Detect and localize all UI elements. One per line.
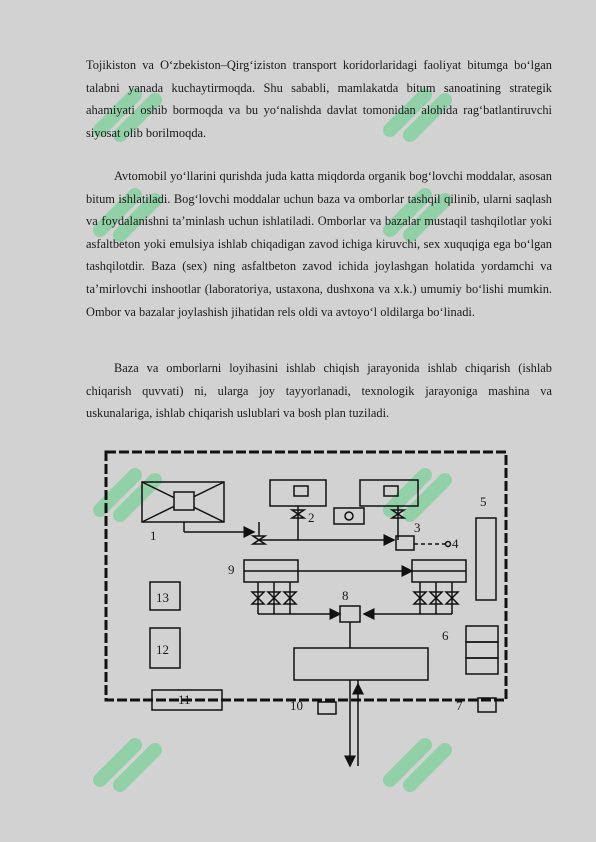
- storage-6a: [466, 626, 498, 642]
- diagram-label: 11: [178, 692, 191, 707]
- diagram-label: 12: [156, 642, 169, 657]
- pump-8: [340, 606, 360, 622]
- diagram-label: 4: [452, 536, 459, 551]
- diagram-label: 1: [150, 528, 157, 543]
- paragraph: Baza va omborlarni loyihasini ishlab chiqish jarayonida ishlab chiqarish (ishlab chiqarish quvvati) ni, ularga joy tayyorlanadi, texnologik jarayoniga mashina va uskunalariga, ishlab chiqarish uslublari va bosh plan tuziladi.: [86, 361, 552, 421]
- storage-2a: [270, 480, 326, 506]
- paragraph: Tojikiston va O‘zbekiston–Qirg‘iziston transport koridorlaridagi faoliyat bitumga bo‘lgan talabni yanada kuchaytirmoqda. Shu sababli, mamlakatda bitum sanoatining strategik ahamiyati oshib bormoqda va bu yo‘nalishda davlat tomonidan alohida rag‘batlantiruvchi siyosat olib borilmoqda.: [86, 58, 552, 140]
- paragraph: Avtomobil yo‘llarini qurishda juda katta miqdorda organik bog‘lovchi moddalar, asosan bitum ishlatiladi. Bog‘lovchi moddalar uchun baza va omborlar tashqil qilinib, ularni saqlash va foydalanishni ta’minlash uchun ishlatiladi. Omborlar va bazalar mustaqil tashqilotlar yoki asfaltbeton yoki emulsiya ishlab chiqadigan zavod ichiga kiruvchi, sex xuquqiga ega bo‘lgan tashqilotdir. Baza (sex) ning asfaltbeton zavod ichida joylashgan holatida yordamchi va ta’mirlovchi inshootlar (laboratoriya, ustaxona, dushxona va x.k.) umumiy bo‘lishi mumkin. Ombor va bazalar joylashish jihatidan rels oldi va avtoyo‘l oldilarga bo‘linadi.: [86, 169, 552, 319]
- storage-5: [476, 518, 496, 600]
- building-10: [318, 702, 336, 714]
- diagram-label: 8: [342, 588, 349, 603]
- central-storage: [294, 648, 428, 680]
- diagram-label: 3: [414, 520, 421, 535]
- diagram-label: 6: [442, 628, 449, 643]
- diagram-label: 2: [308, 510, 315, 525]
- storage-2b: [360, 480, 418, 506]
- diagram-label: 7: [456, 698, 463, 713]
- diagram-label: 5: [480, 494, 487, 509]
- base-layout-diagram: [94, 448, 520, 770]
- diagram-label: 9: [228, 562, 235, 577]
- pump-2: [334, 508, 364, 524]
- diagram-label: 10: [290, 698, 303, 713]
- site-boundary: [106, 452, 506, 700]
- diagram-label: 13: [156, 590, 169, 605]
